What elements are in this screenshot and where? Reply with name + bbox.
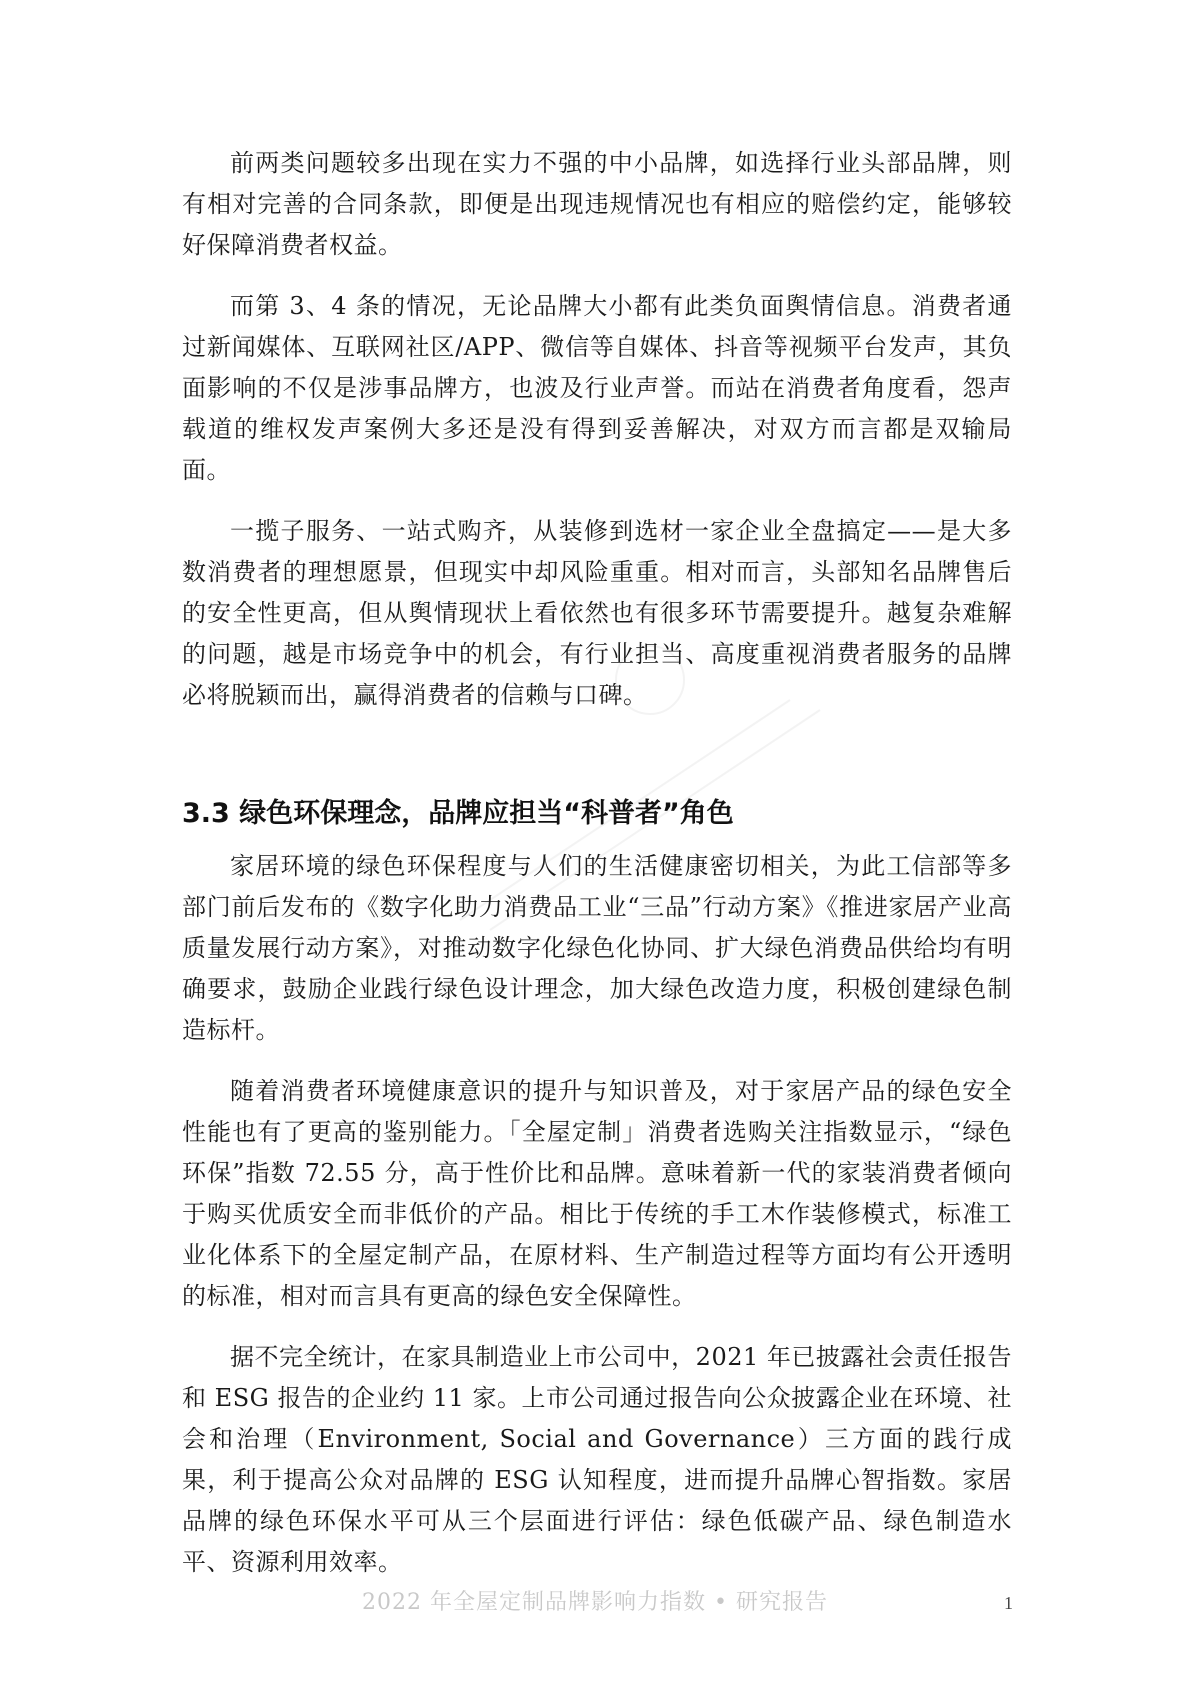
section-heading: 3.3 绿色环保理念，品牌应担当“科普者”角色 xyxy=(182,798,734,829)
body-paragraph: 一揽子服务、一站式购齐，从装修到选材一家企业全盘搞定——是大多数消费者的理想愿景，但现实中却风险重重。相对而言，头部知名品牌售后的安全性更高，但从舆情现状上看依然也有很多环节需要提升。越复杂难解的问题，越是市场竞争中的机会，有行业担当、高度重视消费者服务的品牌必将脱颖而出，赢得消费者的信赖与口碑。 xyxy=(182,517,1012,709)
document-body xyxy=(182,143,1012,1583)
body-paragraph: 而第 3、4 条的情况，无论品牌大小都有此类负面舆情信息。消费者通过新闻媒体、互联网社区/APP、微信等自媒体、抖音等视频平台发声，其负面影响的不仅是涉事品牌方，也波及行业声誉。而站在消费者角度看，怨声载道的维权发声案例大多还是没有得到妥善解决，对双方而言都是双输局面。 xyxy=(182,292,1012,484)
footer-report-title: 2022 年全屋定制品牌影响力指数 • 研究报告 xyxy=(362,1590,828,1615)
page-number: 1 xyxy=(1004,1593,1013,1613)
body-paragraph: 前两类问题较多出现在实力不强的中小品牌，如选择行业头部品牌，则有相对完善的合同条款，即便是出现违规情况也有相应的赔偿约定，能够较好保障消费者权益。 xyxy=(182,149,1012,259)
page-footer xyxy=(0,1588,1190,1618)
body-paragraph: 据不完全统计，在家具制造业上市公司中，2021 年已披露社会责任报告和 ESG 报告的企业约 11 家。上市公司通过报告向公众披露企业在环境、社会和治理（Environment, Social and Governance）三方面的践行成果，利于提高公众对品牌的 ESG 认知程度，进而提升品牌心智指数。家居品牌的绿色环保水平可从三个层面进行评估：绿色低碳产品、绿色制造水平、资源利用效率。 xyxy=(182,1343,1012,1576)
body-paragraph: 随着消费者环境健康意识的提升与知识普及，对于家居产品的绿色安全性能也有了更高的鉴别能力。「全屋定制」消费者选购关注指数显示，“绿色环保”指数 72.55 分，高于性价比和品牌。意味着新一代的家装消费者倾向于购买优质安全而非低价的产品。相比于传统的手工木作装修模式，标准工业化体系下的全屋定制产品，在原材料、生产制造过程等方面均有公开透明的标准，相对而言具有更高的绿色安全保障性。 xyxy=(182,1077,1012,1310)
body-paragraph: 家居环境的绿色环保程度与人们的生活健康密切相关，为此工信部等多部门前后发布的《数字化助力消费品工业“三品”行动方案》《推进家居产业高质量发展行动方案》，对推动数字化绿色化协同、扩大绿色消费品供给均有明确要求，鼓励企业践行绿色设计理念，加大绿色改造力度，积极创建绿色制造标杆。 xyxy=(182,852,1012,1044)
